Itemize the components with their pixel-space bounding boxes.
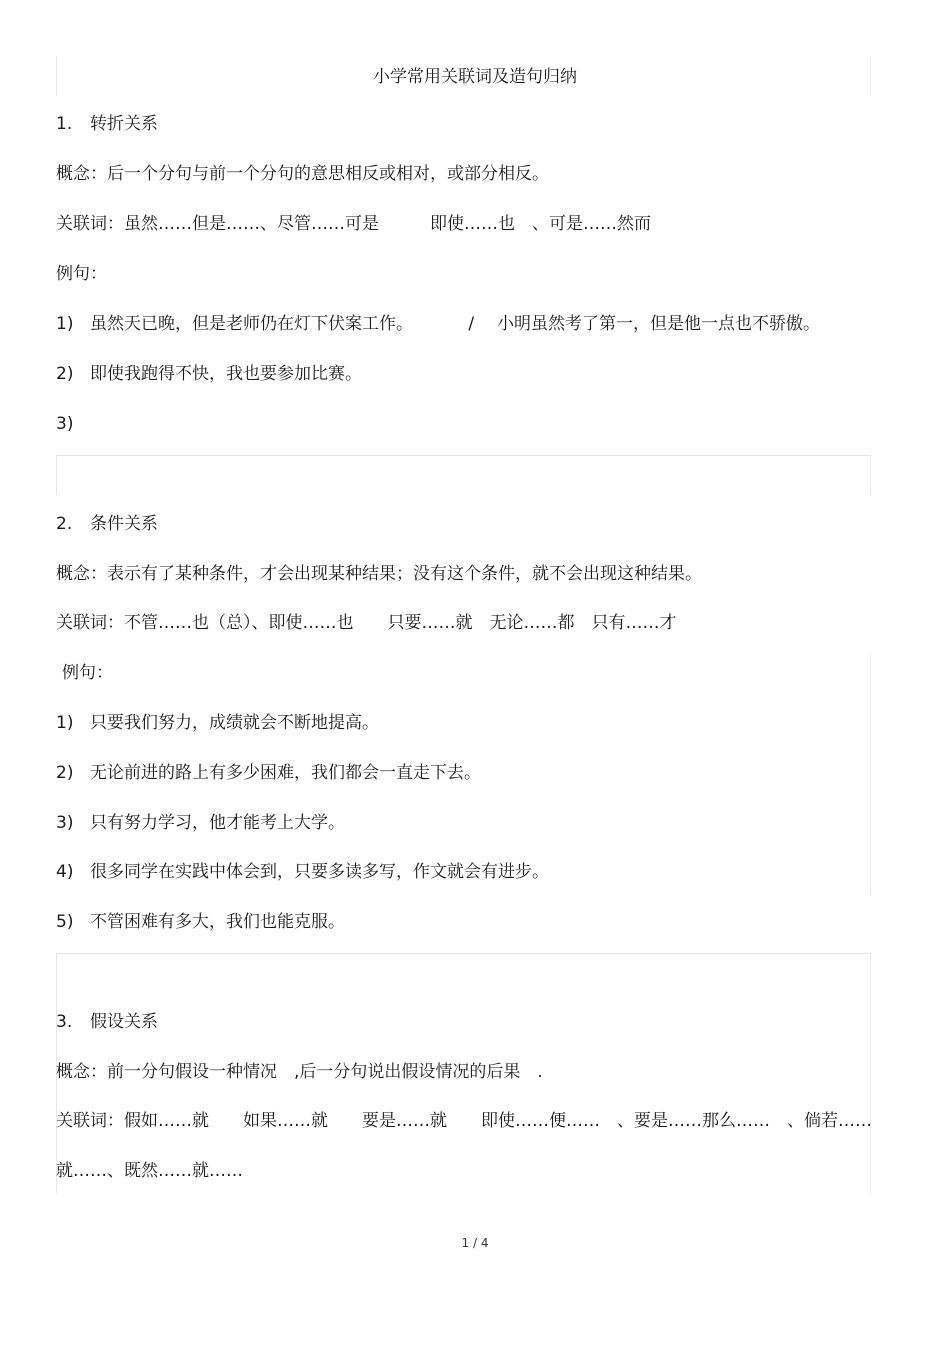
page-title: 小学常用关联词及造句归纳 <box>373 67 577 87</box>
section-heading-text: 条件关系 <box>90 514 158 534</box>
example-number: 1) <box>56 713 74 733</box>
example-number: 3) <box>56 414 74 434</box>
section-number: 3. <box>56 1012 73 1032</box>
example-text: 即使我跑得不快，我也要参加比赛。 <box>90 364 362 384</box>
example-text: 只有努力学习，他才能考上大学。 <box>90 813 345 833</box>
examples-label: 例句： <box>56 264 107 284</box>
section-heading-text: 假设关系 <box>90 1012 158 1032</box>
example-item <box>56 860 549 884</box>
section-heading <box>56 1010 158 1034</box>
example-item <box>56 761 481 785</box>
page-number: 1 / 4 <box>461 1236 489 1250</box>
example-item <box>56 412 90 436</box>
example-number: 4) <box>56 862 74 882</box>
example-number: 1) <box>56 314 74 334</box>
section-heading-text: 转折关系 <box>90 114 158 134</box>
examples-label: 例句： <box>62 663 113 683</box>
connectives-text: 关联词：假如……就 如果……就 要是……就 即使……便…… 、要是……那么…… 、倘若…… <box>56 1111 872 1131</box>
example-item <box>56 312 820 336</box>
example-number: 5) <box>56 912 74 932</box>
example-number: 2) <box>56 763 74 783</box>
border-line <box>870 655 871 895</box>
example-item <box>56 711 379 735</box>
concept-text: 概念：前一分句假设一种情况 ,后一分句说出假设情况的后果 . <box>56 1062 543 1082</box>
example-separator: / <box>468 314 475 334</box>
example-number: 2) <box>56 364 74 384</box>
example-text: 小明虽然考了第一，但是他一点也不骄傲。 <box>497 314 821 334</box>
connectives-text-continued: 就……、既然……就…… <box>56 1161 243 1181</box>
example-text: 很多同学在实践中体会到，只要多读多写，作文就会有进步。 <box>90 862 549 882</box>
border-line <box>870 953 871 1193</box>
concept-text: 概念：表示有了某种条件，才会出现某种结果；没有这个条件，就不会出现这种结果。 <box>56 564 702 584</box>
section-heading <box>56 112 158 136</box>
example-item <box>56 910 345 934</box>
section-number: 2. <box>56 514 73 534</box>
section-number: 1. <box>56 114 73 134</box>
section-heading <box>56 512 158 536</box>
example-item <box>56 811 345 835</box>
connectives-text: 关联词：不管……也（总）、即使……也 只要……就 无论……都 只有……才 <box>56 613 677 633</box>
connectives-text: 关联词：虽然……但是……、尽管……可是 即使……也 、可是……然而 <box>56 214 651 234</box>
example-item <box>56 362 362 386</box>
border-line <box>56 953 871 954</box>
example-number: 3) <box>56 813 74 833</box>
border-line <box>56 455 871 456</box>
border-line <box>870 455 871 495</box>
example-text: 只要我们努力，成绩就会不断地提高。 <box>90 713 379 733</box>
example-text: 虽然天已晚，但是老师仍在灯下伏案工作。 <box>90 314 413 334</box>
example-text: 无论前进的路上有多少困难，我们都会一直走下去。 <box>90 763 481 783</box>
example-text: 不管困难有多大，我们也能克服。 <box>90 912 345 932</box>
border-line <box>56 455 57 495</box>
concept-text: 概念：后一个分句与前一个分句的意思相反或相对，或部分相反。 <box>56 164 549 184</box>
